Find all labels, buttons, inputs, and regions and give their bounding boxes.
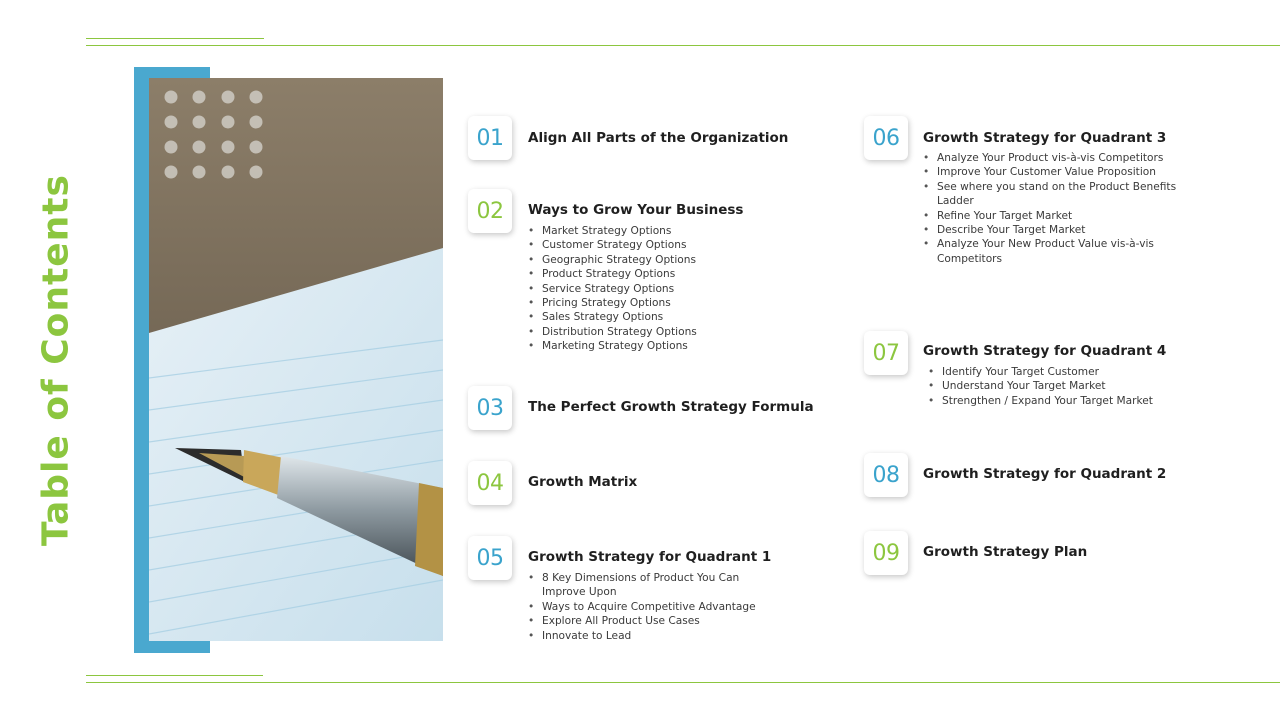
list-item: • Strengthen / Expand Your Target Market xyxy=(928,394,1188,408)
fountain-pen-icon xyxy=(149,78,443,641)
toc-title-04: Growth Matrix xyxy=(528,474,638,490)
list-item: • Refine Your Target Market xyxy=(923,209,1191,223)
toc-title-09: Growth Strategy Plan xyxy=(923,544,1088,560)
toc-number-09: 09 xyxy=(864,531,908,575)
list-item: • Product Strategy Options xyxy=(528,267,788,281)
list-item: • Ways to Acquire Competitive Advantage xyxy=(528,600,773,614)
list-item: • Explore All Product Use Cases xyxy=(528,614,773,628)
toc-number-03: 03 xyxy=(468,386,512,430)
list-item: • Analyze Your New Product Value vis-à-vis Competitors xyxy=(923,237,1191,266)
page-title: Table of Contents xyxy=(35,174,77,546)
toc-title-02: Ways to Grow Your Business xyxy=(528,202,744,218)
title-area xyxy=(20,174,92,546)
top-long-line xyxy=(86,45,1280,46)
toc-subitems-07 xyxy=(928,365,1188,408)
toc-number-07: 07 xyxy=(864,331,908,375)
list-item: • Analyze Your Product vis-à-vis Competitors xyxy=(923,151,1191,165)
toc-title-03: The Perfect Growth Strategy Formula xyxy=(528,399,814,415)
toc-number-01: 01 xyxy=(468,116,512,160)
toc-title-01: Align All Parts of the Organization xyxy=(528,130,789,146)
list-item: • Pricing Strategy Options xyxy=(528,296,788,310)
toc-number-06: 06 xyxy=(864,116,908,160)
toc-title-07: Growth Strategy for Quadrant 4 xyxy=(923,343,1167,359)
toc-title-05: Growth Strategy for Quadrant 1 xyxy=(528,549,772,565)
list-item: • Improve Your Customer Value Proposition xyxy=(923,165,1191,179)
fountain-pen-photo xyxy=(149,78,443,641)
list-item: • Sales Strategy Options xyxy=(528,310,788,324)
toc-number-05: 05 xyxy=(468,536,512,580)
list-item: • Describe Your Target Market xyxy=(923,223,1191,237)
toc-number-04: 04 xyxy=(468,461,512,505)
list-item: • Service Strategy Options xyxy=(528,282,788,296)
bottom-long-line xyxy=(86,682,1280,683)
list-item: • Innovate to Lead xyxy=(528,629,773,643)
toc-title-08: Growth Strategy for Quadrant 2 xyxy=(923,466,1167,482)
list-item: • Geographic Strategy Options xyxy=(528,253,788,267)
list-item: • Understand Your Target Market xyxy=(928,379,1188,393)
toc-number-08: 08 xyxy=(864,453,908,497)
list-item: • See where you stand on the Product Benefits Ladder xyxy=(923,180,1191,209)
toc-subitems-06 xyxy=(923,151,1191,266)
list-item: • Marketing Strategy Options xyxy=(528,339,788,353)
list-item: • 8 Key Dimensions of Product You Can Improve Upon xyxy=(528,571,773,600)
list-item: • Market Strategy Options xyxy=(528,224,788,238)
toc-subitems-05 xyxy=(528,571,773,643)
list-item: • Customer Strategy Options xyxy=(528,238,788,252)
toc-title-06: Growth Strategy for Quadrant 3 xyxy=(923,130,1167,146)
list-item: • Distribution Strategy Options xyxy=(528,325,788,339)
list-item: • Identify Your Target Customer xyxy=(928,365,1188,379)
bottom-short-line xyxy=(86,675,263,676)
toc-number-02: 02 xyxy=(468,189,512,233)
top-short-line xyxy=(86,38,264,39)
toc-subitems-02 xyxy=(528,224,788,354)
